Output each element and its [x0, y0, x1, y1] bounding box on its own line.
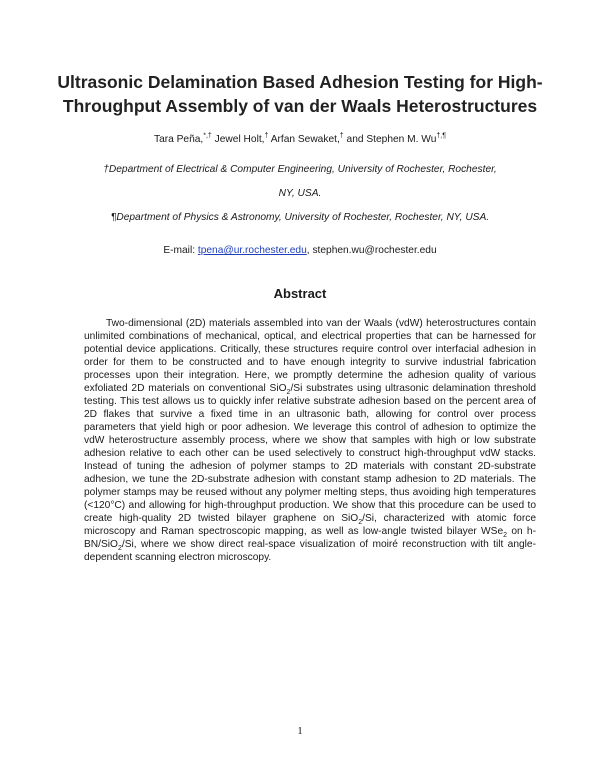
author-name: and Stephen M. Wu: [346, 134, 437, 145]
abstract-text: Two-dimensional (2D) materials assembled into van der Waals (vdW) heterostructures contain unlimited combinations of mechanical, optical, and electrical properties that can be harnessed for potential device applications. Critically, these structures require control over interfacial adhesion in order for them to be constructed and to have enough integrity to survive industrial fabrication processes upon their integration. Here, we promptly determine the adhesion quality of various exfoliated 2D materials on conventional SiO: [84, 318, 536, 394]
affiliation-1-line-2: NY, USA.: [278, 188, 322, 199]
page-number: 1: [297, 725, 303, 737]
abstract-text: /Si, where we show direct real-space visualization of moiré reconstruction with tilt angle-dependent scanning electron microscopy.: [84, 539, 536, 563]
author-name: Arfan Sewaket,: [270, 134, 340, 145]
email-link-tpena[interactable]: tpena@ur.rochester.edu: [197, 245, 307, 256]
abstract-text: /Si substrates using ultrasonic delamination threshold testing. This test allows us to quickly infer relative substrate adhesion based on the percent area of 2D flakes that survive a fixed time in an ultrasonic bath, allowing for control over process parameters that yield high or poor adhesion. We leverage this control of adhesion to optimize the vdW heterostructure assembly process, where we show that samples with high or low substrate adhesion relative to each other can be used selectively to construct high-throughput vdW stacks. Instead of tuning the adhesion of polymer stamps to 2D materials with constant 2D-substrate adhesion, we tune the 2D-substrate adhesion with constant stamp adhesion to 2D materials. The polymer stamps may be reused without any polymer melting steps, thus avoiding high temperatures (<120°C) and allowing for high-throughput production. We show that this procedure can be used to create high-quality 2D twisted bilayer graphene on SiO: [84, 383, 536, 524]
email-line: [30, 244, 570, 257]
author-mark: *,†: [203, 132, 212, 140]
email-stephen-wu: stephen.wu@rochester.edu: [312, 245, 437, 256]
affiliation-2: ¶Department of Physics & Astronomy, University of Rochester, Rochester, NY, USA.: [110, 212, 490, 223]
author-name: Tara Peña,: [153, 134, 204, 145]
subscript: 2: [286, 389, 291, 397]
subscript: 2: [117, 545, 122, 553]
abstract-text: on h-BN/SiO: [84, 526, 536, 550]
affiliation-1-line-1: †Department of Electrical & Computer Engineering, University of Rochester, Rochester,: [103, 164, 497, 175]
subscript: 2: [503, 532, 508, 540]
abstract-body: [84, 317, 536, 564]
email-label: E-mail:: [163, 245, 198, 256]
author-mark: †: [264, 132, 269, 140]
author-mark: †: [339, 132, 344, 140]
author-list: [30, 133, 570, 146]
author-mark: †,¶: [436, 132, 446, 140]
title-line-1: Ultrasonic Delamination Based Adhesion Testing for High-: [57, 72, 543, 92]
title-line-2: Throughput Assembly of van der Waals Heterostructures: [62, 96, 538, 116]
paper-title: [40, 70, 560, 118]
email-separator: ,: [306, 245, 313, 256]
abstract-heading: Abstract: [273, 286, 327, 301]
author-name: Jewel Holt,: [214, 134, 265, 145]
abstract-text: /Si, characterized with atomic force microscopy and Raman spectroscopic mapping, as well as low-angle twisted bilayer WSe: [84, 513, 536, 537]
subscript: 2: [358, 519, 363, 527]
